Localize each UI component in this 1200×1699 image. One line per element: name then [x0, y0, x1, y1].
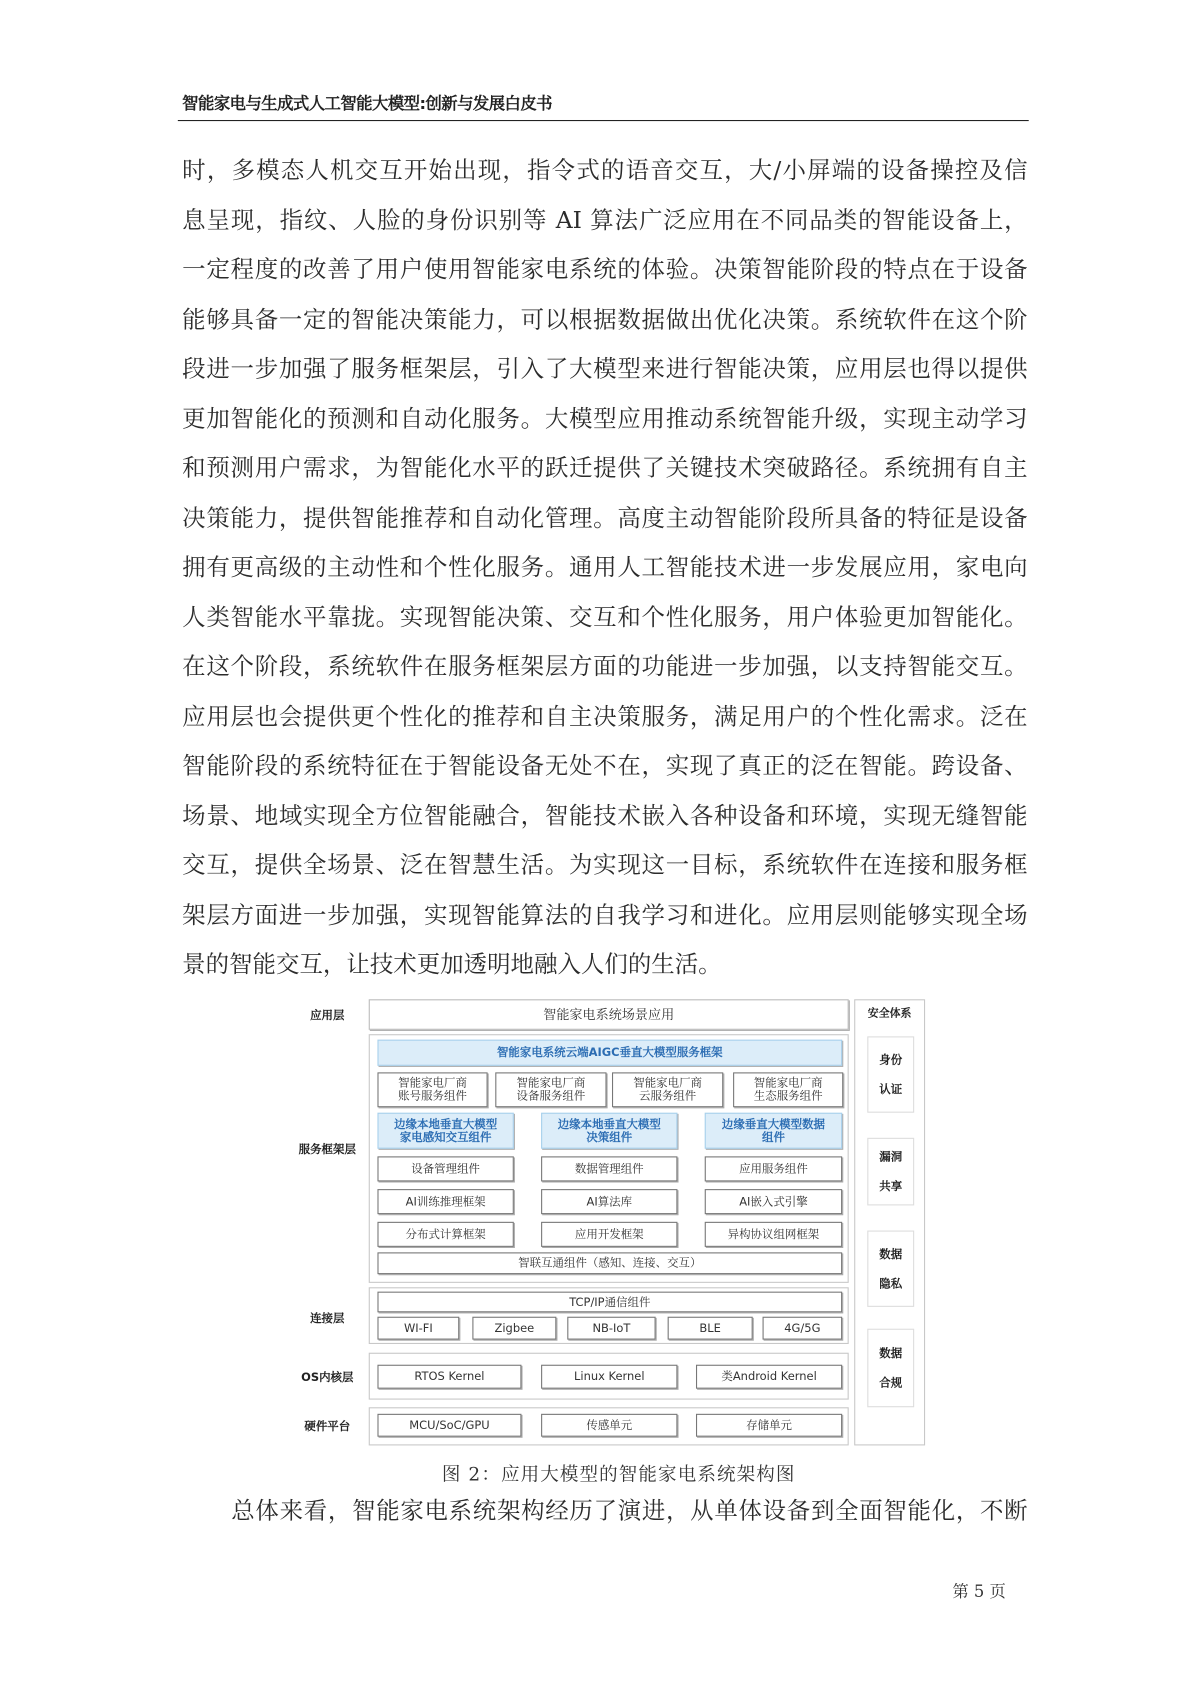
box-text-line: 智能家电厂商 — [753, 1076, 823, 1090]
layer-label-connect: 连接层 — [310, 1312, 345, 1326]
protocol-box: Zigbee — [472, 1317, 556, 1340]
service-component-box: 数据管理组件 — [541, 1156, 677, 1181]
edge-model-component-box — [541, 1113, 677, 1149]
interconnect-bar: 智联互通组件（感知、连接、交互） — [377, 1252, 842, 1274]
layer-label-service: 服务框架层 — [298, 1143, 356, 1157]
body-line: 更加智能化的预测和自动化服务。大模型应用推动系统智能升级，实现主动学习 — [182, 405, 1028, 433]
box-text-line: 智能家电厂商 — [633, 1076, 702, 1090]
security-item-text: 身份 — [879, 1053, 903, 1067]
service-component-box: AI训练推理框架 — [377, 1189, 513, 1214]
service-component-box: AI嵌入式引擎 — [705, 1189, 842, 1214]
body-line: 场景、地域实现全方位智能融合，智能技术嵌入各种设备和环境，实现无缝智能 — [182, 802, 1028, 830]
box-text-line: 云服务组件 — [638, 1089, 697, 1103]
vendor-component-box — [495, 1072, 606, 1107]
box-text-line: 生态服务组件 — [753, 1089, 823, 1103]
edge-model-component-box — [705, 1113, 842, 1149]
protocol-box: WI-FI — [377, 1317, 459, 1340]
protocol-box: NB-IoT — [567, 1317, 655, 1340]
service-component-box: 应用服务组件 — [705, 1156, 842, 1181]
body-line: 在这个阶段，系统软件在服务框架层方面的功能进一步加强，以支持智能交互。 — [182, 653, 1028, 681]
security-item-text: 数据 — [879, 1347, 903, 1361]
hardware-box: MCU/SoC/GPU — [377, 1414, 521, 1437]
security-title: 安全体系 — [867, 1007, 912, 1020]
service-component-box: 异构协议组网框架 — [705, 1222, 842, 1247]
box-text-line: 决策组件 — [586, 1130, 633, 1144]
body-line: 一定程度的改善了用户使用智能家电系统的体验。决策智能阶段的特点在于设备 — [182, 256, 1028, 284]
protocol-box: 4G/5G — [763, 1317, 843, 1340]
box-text-line: 家电感知交互组件 — [399, 1130, 492, 1144]
app-layer-box: 智能家电系统场景应用 — [369, 999, 849, 1030]
security-item-text: 合规 — [879, 1376, 903, 1390]
body-line: 决策能力，提供智能推荐和自动化管理。高度主动智能阶段所具备的特征是设备 — [182, 504, 1028, 532]
body-line: 架层方面进一步加强，实现智能算法的自我学习和进化。应用层则能够实现全场 — [182, 901, 1028, 929]
body-line: 和预测用户需求，为智能化水平的跃迁提供了关键技术突破路径。系统拥有自主 — [182, 454, 1028, 483]
body-line: 人类智能水平靠拢。实现智能决策、交互和个性化服务，用户体验更加智能化。 — [182, 603, 1028, 632]
box-text-line: 边缘本地垂直大模型 — [394, 1117, 498, 1131]
body-line: 能够具备一定的智能决策能力，可以根据数据做出优化决策。系统软件在这个阶 — [182, 305, 1028, 334]
security-item — [867, 1231, 914, 1307]
box-text-line: 智能家电厂商 — [516, 1076, 586, 1090]
service-component-box: 应用开发框架 — [541, 1222, 677, 1247]
body-line: 息呈现，指纹、人脸的身份识别等 AI 算法广泛应用在不同品类的智能设备上， — [182, 206, 1028, 234]
body-line: 拥有更高级的主动性和个性化服务。通用人工智能技术进一步发展应用，家电向 — [182, 554, 1028, 582]
security-item-text: 共享 — [879, 1180, 903, 1194]
box-text-line: 设备服务组件 — [516, 1089, 586, 1103]
aigc-framework-bar: 智能家电系统云端AIGC垂直大模型服务框架 — [377, 1040, 842, 1066]
kernel-box: 类Android Kernel — [696, 1365, 842, 1389]
security-item-text: 漏洞 — [879, 1150, 903, 1164]
vendor-component-box — [733, 1072, 843, 1107]
box-text-line: 账号服务组件 — [398, 1089, 467, 1103]
vendor-component-box — [612, 1072, 723, 1107]
security-item — [867, 1138, 914, 1206]
service-component-box: 分布式计算框架 — [377, 1222, 513, 1247]
figure-caption: 图 2：应用大模型的智能家电系统架构图 — [441, 1463, 796, 1486]
security-item — [867, 1036, 914, 1112]
layer-label-app: 应用层 — [310, 1009, 345, 1023]
box-text-line: 边缘垂直大模型数据 — [721, 1117, 825, 1131]
body-line-continuation: 总体来看，智能家电系统架构经历了演进，从单体设备到全面智能化，不断 — [231, 1497, 1028, 1526]
service-component-box: 设备管理组件 — [377, 1156, 513, 1181]
kernel-box: RTOS Kernel — [377, 1365, 521, 1389]
layer-label-os: OS内核层 — [301, 1371, 354, 1385]
security-item-text: 认证 — [879, 1083, 903, 1097]
service-component-box: AI算法库 — [541, 1189, 677, 1214]
box-text-line: 组件 — [761, 1130, 785, 1144]
hardware-box: 传感单元 — [541, 1414, 677, 1437]
body-line: 景的智能交互，让技术更加透明地融入人们的生活。 — [182, 951, 722, 979]
vendor-component-box — [377, 1072, 487, 1107]
security-item-text: 数据 — [879, 1247, 903, 1262]
body-line: 应用层也会提供更个性化的推荐和自主决策服务，满足用户的个性化需求。泛在 — [182, 703, 1028, 731]
body-line: 时，多模态人机交互开始出现，指令式的语音交互，大/小屏端的设备操控及信 — [182, 157, 1028, 185]
body-line: 交互，提供全场景、泛在智慧生活。为实现这一目标，系统软件在连接和服务框 — [182, 851, 1028, 880]
body-line: 段进一步加强了服务框架层，引入了大模型来进行智能决策，应用层也得以提供 — [182, 355, 1028, 383]
security-item — [867, 1329, 914, 1408]
box-text-line: 智能家电厂商 — [398, 1076, 467, 1090]
tcp-ip-bar: TCP/IP通信组件 — [377, 1292, 842, 1313]
edge-model-component-box — [377, 1113, 513, 1149]
kernel-box: Linux Kernel — [541, 1365, 677, 1389]
layer-label-hw: 硬件平台 — [304, 1420, 351, 1434]
hardware-box: 存储单元 — [696, 1414, 842, 1437]
header-divider — [178, 120, 1029, 121]
body-line: 智能阶段的系统特征在于智能设备无处不在，实现了真正的泛在智能。跨设备、 — [182, 752, 1028, 780]
protocol-box: BLE — [668, 1317, 753, 1340]
security-item-text: 隐私 — [879, 1277, 903, 1291]
running-header: 智能家电与生成式人工智能大模型:创新与发展白皮书 — [182, 93, 553, 114]
page-number: 第 5 页 — [952, 1581, 1006, 1602]
box-text-line: 边缘本地垂直大模型 — [557, 1117, 661, 1131]
